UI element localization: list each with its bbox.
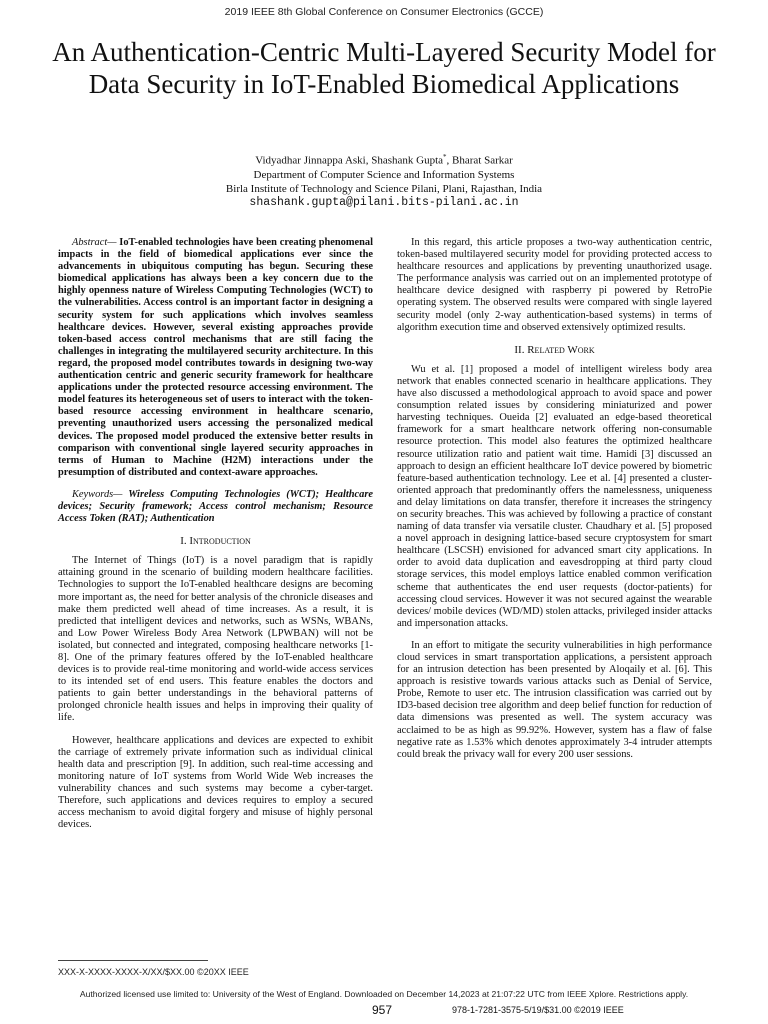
section-heading-related-work: II. Related Work — [514, 343, 595, 356]
left-column — [58, 237, 373, 841]
author-names — [0, 150, 768, 168]
paper-title: An Authentication-Centric Multi-Layered Security Model for Data Security in IoT-Enabled Biomedical Applications — [52, 37, 716, 99]
author-names-before: Vidyadhar Jinnappa Aski, Shashank Gupta — [255, 154, 444, 167]
conference-header: 2019 IEEE 8th Global Conference on Consumer Electronics (GCCE) — [224, 6, 544, 18]
section-heading-introduction: I. Introduction — [180, 535, 251, 548]
author-names-after: , Bharat Sarkar — [446, 154, 513, 167]
right-paragraph-1: In this regard, this article proposes a two-way authentication centric, token-based multilayered security model for providing protected access to healthcare resources and applications by preventing unauthorized usage. The performance analysis was carried out on an implemented prototype of healthcare device designed with raspberry pi powered by RetroPie operating system. The observed results were compared with single layered security model (only 2-way authentication-based systems) in terms of algorithm execution time and observed extensively optimized results. — [397, 237, 712, 333]
related-paragraph-2: In an effort to mitigate the security vulnerabilities in high performance cloud services in smart transportation applications, a persistent approach for an intrusion detection has been presented by Aloqaily et al. [6]. This approach is resistive towards various attacks such as Denial of Service, Probe, Remote to user etc. The intrusion classification was carried out by ID3-based decision tree algorithm and deep belief function for reduction of data dimensions was presented as well. The system accuracy was acclaimed to be as high as 99.92%. However, system has a flaw of false negative rate as 1.53% which denotes approximately 3-4 intruder attempts could break the privacy wall for every 200 user sessions. — [397, 639, 712, 760]
author-institution: Birla Institute of Technology and Science Pilani, Plani, Rajasthan, India — [225, 182, 543, 195]
abstract-text: IoT-enabled technologies have been creating phenomenal impacts in the field of biomedical applications ever since the advancements in ubiquitous computing has begun. Securing these biomedical applications has always been a key concern due to the highly openness nature of Wireless Computing Technologies (WCT) to the vulnerabilities. Access control is an important factor in designing a security system for such applications which involves seamless healthcare devices. However, several existing approaches provide token-based access control mechanisms that are still facing the challenges in integrating the multilayered security architecture. In this regard, the proposed model contributes towards in designing two-way authentication centric and generic security framework for healthcare applications under the protected resource accessing environment. The model features its heterogeneous set of users to interact with the token-based resource accessing environment in healthcare scenario, preventing unauthorized users accessing the personalized medical devices. The proposed model produced the extensive better results in comparison with conventional single layered security approaches in terms of Human to Machine (H2M) interactions under the presumption of distributed and context-aware approaches. — [58, 237, 373, 478]
isbn-line: 978-1-7281-3575-5/19/$31.00 ©2019 IEEE — [452, 1005, 624, 1015]
keywords-lead: Keywords— — [72, 488, 123, 500]
author-department: Department of Computer Science and Information Systems — [253, 168, 515, 181]
author-email: shashank.gupta@pilani.bits-pilani.ac.in — [249, 195, 519, 209]
keywords — [58, 489, 373, 525]
intro-paragraph-2: However, healthcare applications and devices are expected to exhibit the carriage of extremely private information such as individual clinical health data and prescription [9]. In addition, such real-time accessing and monitoring nature of IoT systems from World Wide Web increases the vulnerability chances and such systems may become a cyber-target. Therefore, such applications and devices requires to employ a secured access mechanism to avoid digital forgery and misuse of highly personal devices. — [58, 734, 373, 831]
page-number: 957 — [372, 1003, 393, 1017]
keywords-text: Wireless Computing Technologies (WCT); Healthcare devices; Security framework; Access control mechanism; Resource Access Token (RAT); Authentication — [58, 488, 373, 525]
license-notice: Authorized licensed use limited to: University of the West of England. Downloaded on December 14,2023 at 21:07:22 UTC from IEEE Xplore. Restrictions apply. — [79, 989, 689, 999]
abstract — [58, 237, 373, 479]
corresponding-mark: * — [443, 153, 447, 161]
right-column — [397, 237, 712, 771]
abstract-lead: Abstract— — [72, 237, 117, 248]
footer-copyright-code: XXX-X-XXXX-XXXX-X/XX/$XX.00 ©20XX IEEE — [58, 967, 249, 977]
intro-paragraph-1: The Internet of Things (IoT) is a novel paradigm that is rapidly attaining ground in the scenario of building modern healthcare facilities. Technologies to support the IoT-enabled healthcare designs are becoming more important as, the need for better analysis of the chronicle diseases and make them predicted well ahead of time increases. As a result, it is predicted that intelligent devices and networks, such as WSNs, WBANs, and Low Power Wireless Body Area Network (LPWBAN) will not be isolated, but connected and integrated, composing healthcare networks [1-8]. One of the primary features offered by the IoT-enabled healthcare devices is to provide real-time monitoring and world-wide access services to its intended set of end users. This feature enables the doctors and patients to gain better understandings in the behavioral patterns of prolonged chronicle health issues and helps in improving their quality of life. — [58, 555, 373, 724]
related-paragraph-1: Wu et al. [1] proposed a model of intelligent wireless body area network that enables connected scenario in healthcare applications. They have also discussed a methodological approach to avoid space and power consumption related issues by considering miniaturized and power harvesting techniques. Oueida [2] evaluated an edge-based theoretical framework for a smart healthcare network offering non-consumable resource protection. This model also features the optimized healthcare resource utilization ratio and patient wait time. Hamidi [3] discussed an approach to design an efficient healthcare IoT device powered by biometric feature-based authentication technology. Lee et al. [4] presented a cluster-oriented approach that predominantly offers the namelessness, uniqueness and delay limitations on data transfer, therefore it increases the stringency on security breaches. This was achieved by following a practice of constant naming of data transfer via versatile cluster. Chaudhary et al. [5] proposed a novel approach in designing lattice-based secure cryptosystem for smart healthcare (LSCSH) envisioned for advanced smart city applications. In order to avoid data duplication and eavesdropping at third party cloud storage services, this model employs lattice enabled common verification scheme that authenticates the end user requests (doctor-patients) for accessing cloud services. However it was not secured against the wearable devices/ mobile devices (WD/MD) stolen attacks, privileged insider attacks and impersonation attacks. — [397, 363, 712, 629]
author-block — [0, 150, 768, 210]
footer-rule — [58, 960, 208, 961]
